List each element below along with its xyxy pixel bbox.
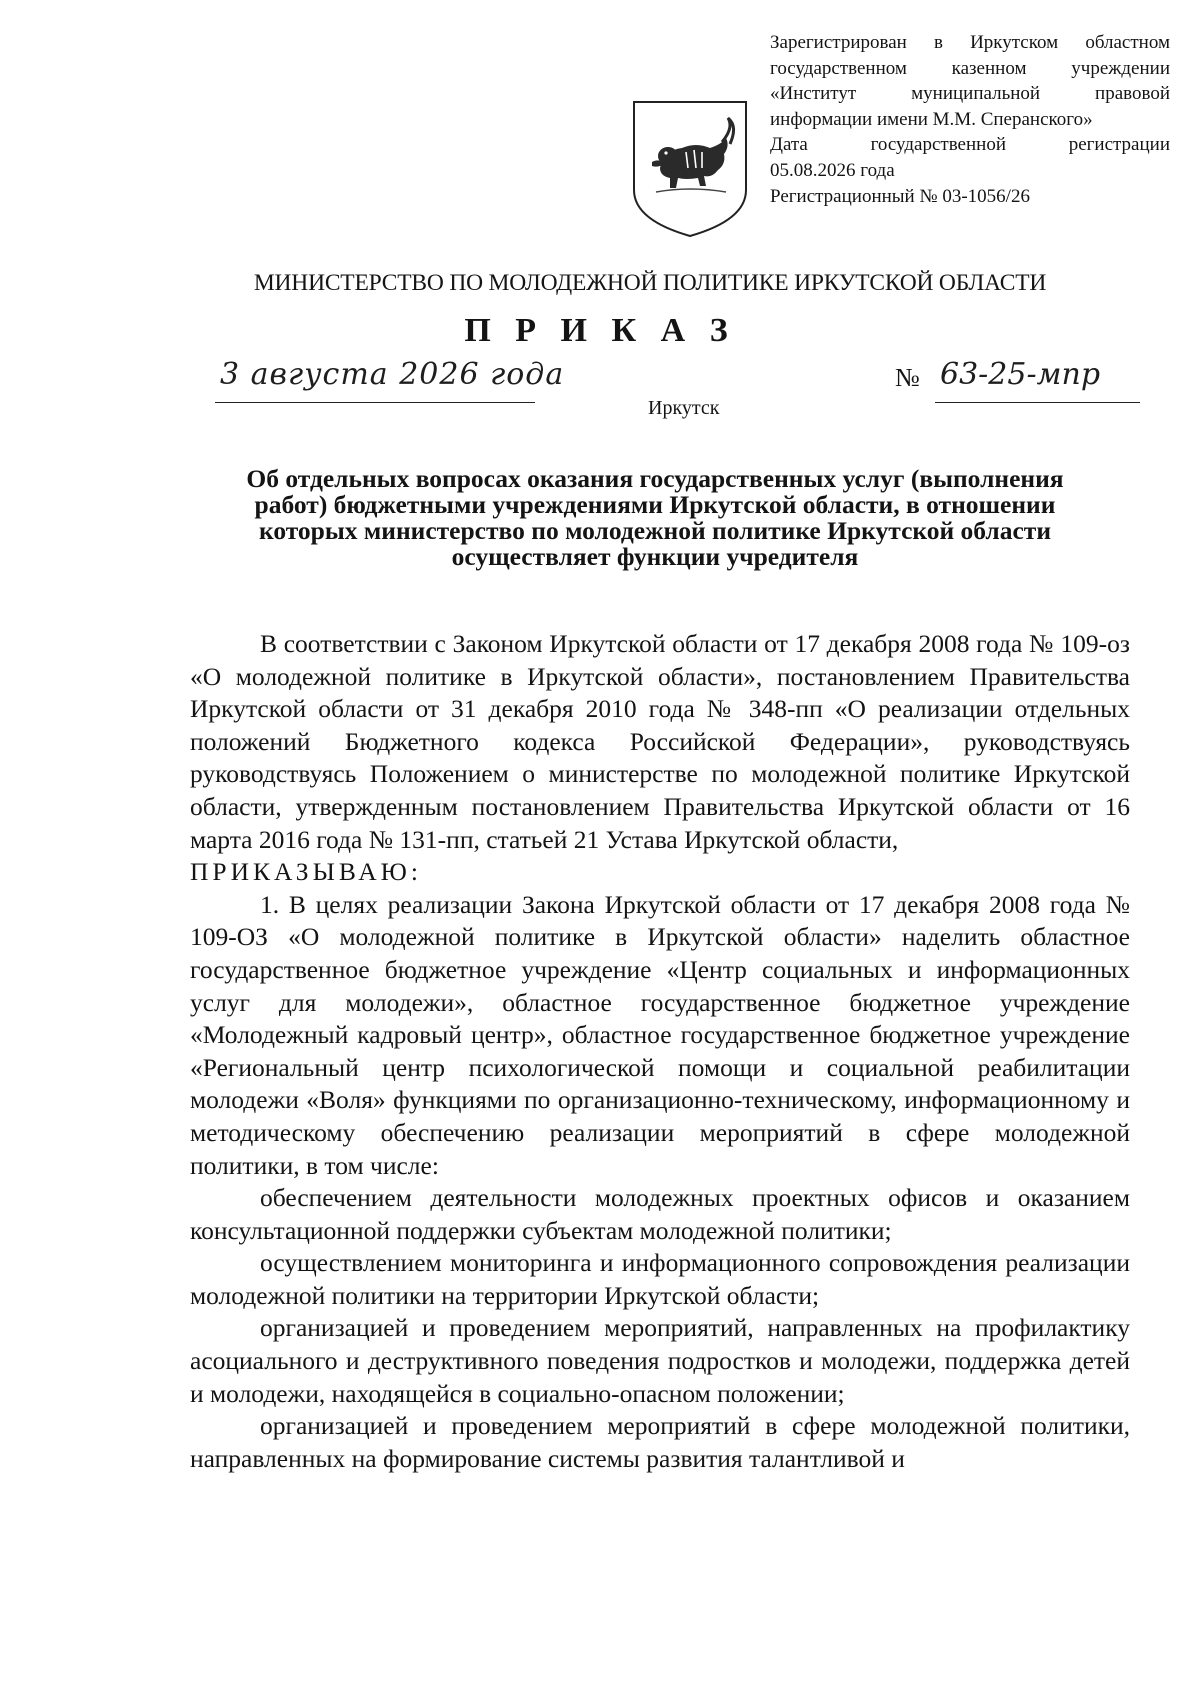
order-word: ПРИКАЗЫВАЮ: xyxy=(190,857,422,887)
coat-of-arms-icon xyxy=(630,98,750,240)
number-sign: № xyxy=(895,363,920,392)
handwritten-number: 63-25-мпр xyxy=(940,357,1101,392)
handwritten-date: 3 августа 2026 года xyxy=(220,357,565,392)
document-body xyxy=(190,628,1130,1475)
document-title xyxy=(190,466,1120,570)
registration-line: Зарегистрирован в Иркутском областном xyxy=(770,32,1170,53)
document-type: П Р И К А З xyxy=(464,312,736,349)
title-line: Об отдельных вопросах оказания государственных услуг (выполнения xyxy=(246,464,1064,493)
registration-date: 05.08.2026 года xyxy=(770,159,895,181)
ministry-name: МИНИСТЕРСТВО ПО МОЛОДЕЖНОЙ ПОЛИТИКЕ ИРКУТСКОЙ ОБЛАСТИ xyxy=(253,270,1047,296)
clause-item: осуществлением мониторинга и информационного сопровождения реализации молодежной политики на территории Иркутской области; xyxy=(190,1248,1130,1310)
clause-item: организацией и проведением мероприятий, направленных на профилактику асоциального и деструктивного поведения подростков и молодежи, поддержка детей и молодежи, находящейся в социально-опасном положении; xyxy=(190,1313,1130,1408)
registration-line: Дата государственной регистрации xyxy=(770,134,1170,156)
title-line: осуществляет функции учредителя xyxy=(451,542,859,571)
clause-item: обеспечением деятельности молодежных проектных офисов и оказанием консультационной поддержки субъектам молодежной политики; xyxy=(190,1183,1130,1245)
clause-item: организацией и проведением мероприятий в сфере молодежной политики, направленных на формирование системы развития талантливой и xyxy=(190,1411,1130,1473)
city: Иркутск xyxy=(648,397,720,419)
title-line: которых министерство по молодежной политике Иркутской области xyxy=(258,516,1052,545)
preamble-paragraph: В соответствии с Законом Иркутской области от 17 декабря 2008 года № 109-оз «О молодежной политике в Иркутской области», постановлением Правительства Иркутской области от 31 декабря 2010 года № 348-пп «О реализации отдельных положений Бюджетного кодекса Российской Федерации», руководствуясь руководствуясь Положением о министерстве по молодежной политике Иркутской области, утвержденным постановлением Правительства Иркутской области от 16 марта 2016 года № 131-пп, статьей 21 Устава Иркутской области, xyxy=(190,629,1130,854)
registration-line: информации имени М.М. Сперанского» xyxy=(770,108,1093,130)
clause-1: 1. В целях реализации Закона Иркутской области от 17 декабря 2008 года № 109-ОЗ «О молодежной политике в Иркутской области» наделить областное государственное бюджетное учреждение «Центр социальных и информационных услуг для молодежи», областное государственное бюджетное учреждение «Молодежный кадровый центр», областное государственное бюджетное учреждение «Региональный центр психологической помощи и социальной реабилитации молодежи «Воля» функциями по организационно-техническому, информационному и методическому обеспечению реализации мероприятий в сфере молодежной политики, в том числе: xyxy=(190,889,1130,1180)
registration-line: государственном казенном учреждении xyxy=(770,57,1170,79)
registration-line: «Институт муниципальной правовой xyxy=(770,83,1170,105)
title-line: работ) бюджетными учреждениями Иркутской области, в отношении xyxy=(254,490,1056,519)
registration-number: Регистрационный № 03-1056/26 xyxy=(770,185,1030,207)
registration-stamp xyxy=(770,30,1170,209)
